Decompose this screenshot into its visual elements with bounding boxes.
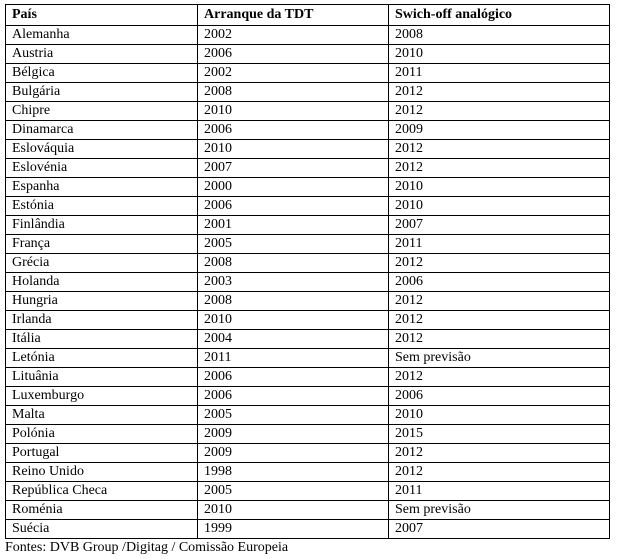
table-row — [6, 197, 610, 216]
table-row — [6, 330, 610, 349]
cell-switch-off: 2011 — [389, 482, 610, 501]
table-row — [6, 64, 610, 83]
cell-country: Grécia — [6, 254, 198, 273]
cell-tdt-start: 2010 — [198, 311, 389, 330]
table-row — [6, 216, 610, 235]
table-row — [6, 121, 610, 140]
cell-switch-off: 2012 — [389, 83, 610, 102]
table-row — [6, 349, 610, 368]
header-tdt-start: Arranque da TDT — [198, 5, 389, 26]
cell-tdt-start: 2005 — [198, 235, 389, 254]
table-row — [6, 482, 610, 501]
table-row — [6, 501, 610, 520]
cell-country: Austria — [6, 45, 198, 64]
cell-country: Reino Unido — [6, 463, 198, 482]
header-switch-off: Swich-off analógico — [389, 5, 610, 26]
cell-country: República Checa — [6, 482, 198, 501]
cell-switch-off: 2010 — [389, 45, 610, 64]
table-row — [6, 178, 610, 197]
cell-switch-off: 2010 — [389, 406, 610, 425]
cell-tdt-start: 2007 — [198, 159, 389, 178]
table-row — [6, 254, 610, 273]
cell-country: Letónia — [6, 349, 198, 368]
cell-tdt-start: 1999 — [198, 520, 389, 539]
cell-country: Chipre — [6, 102, 198, 121]
cell-switch-off: Sem previsão — [389, 501, 610, 520]
cell-tdt-start: 2005 — [198, 406, 389, 425]
table-row — [6, 273, 610, 292]
table-row — [6, 406, 610, 425]
cell-switch-off: 2007 — [389, 520, 610, 539]
cell-country: Espanha — [6, 178, 198, 197]
cell-switch-off: 2006 — [389, 387, 610, 406]
cell-tdt-start: 2006 — [198, 387, 389, 406]
cell-country: Finlândia — [6, 216, 198, 235]
cell-country: Luxemburgo — [6, 387, 198, 406]
cell-tdt-start: 2010 — [198, 102, 389, 121]
cell-country: Hungria — [6, 292, 198, 311]
table-row — [6, 368, 610, 387]
header-country: País — [6, 5, 198, 26]
cell-country: Itália — [6, 330, 198, 349]
cell-tdt-start: 2008 — [198, 254, 389, 273]
cell-tdt-start: 2011 — [198, 349, 389, 368]
table-row — [6, 45, 610, 64]
table-row — [6, 311, 610, 330]
cell-country: França — [6, 235, 198, 254]
table-row — [6, 102, 610, 121]
cell-tdt-start: 2008 — [198, 292, 389, 311]
cell-country: Suécia — [6, 520, 198, 539]
cell-tdt-start: 2009 — [198, 444, 389, 463]
cell-switch-off: 2012 — [389, 102, 610, 121]
cell-country: Estónia — [6, 197, 198, 216]
cell-switch-off: 2012 — [389, 463, 610, 482]
cell-switch-off: 2008 — [389, 26, 610, 45]
cell-country: Roménia — [6, 501, 198, 520]
table-row — [6, 235, 610, 254]
table-row — [6, 140, 610, 159]
table-row — [6, 520, 610, 539]
cell-switch-off: 2015 — [389, 425, 610, 444]
cell-tdt-start: 2009 — [198, 425, 389, 444]
cell-tdt-start: 2006 — [198, 368, 389, 387]
cell-switch-off: 2012 — [389, 330, 610, 349]
table-row — [6, 425, 610, 444]
cell-switch-off: 2010 — [389, 178, 610, 197]
cell-switch-off: 2010 — [389, 197, 610, 216]
cell-switch-off: 2011 — [389, 64, 610, 83]
cell-country: Malta — [6, 406, 198, 425]
cell-tdt-start: 2002 — [198, 26, 389, 45]
cell-switch-off: Sem previsão — [389, 349, 610, 368]
cell-tdt-start: 2003 — [198, 273, 389, 292]
table-row — [6, 292, 610, 311]
cell-switch-off: 2009 — [389, 121, 610, 140]
cell-tdt-start: 2006 — [198, 197, 389, 216]
cell-tdt-start: 2005 — [198, 482, 389, 501]
sources-note: Fontes: DVB Group /Digitag / Comissão Europeia — [5, 540, 289, 555]
cell-tdt-start: 2008 — [198, 83, 389, 102]
cell-country: Irlanda — [6, 311, 198, 330]
cell-switch-off: 2012 — [389, 292, 610, 311]
table-row — [6, 26, 610, 45]
table-row — [6, 463, 610, 482]
cell-tdt-start: 2002 — [198, 64, 389, 83]
table-body — [6, 26, 610, 539]
cell-switch-off: 2007 — [389, 216, 610, 235]
cell-country: Bulgária — [6, 83, 198, 102]
cell-country: Alemanha — [6, 26, 198, 45]
cell-country: Eslováquia — [6, 140, 198, 159]
table-row — [6, 387, 610, 406]
cell-tdt-start: 2006 — [198, 45, 389, 64]
cell-switch-off: 2012 — [389, 254, 610, 273]
cell-switch-off: 2011 — [389, 235, 610, 254]
cell-switch-off: 2012 — [389, 311, 610, 330]
table-row — [6, 83, 610, 102]
cell-switch-off: 2012 — [389, 140, 610, 159]
cell-country: Dinamarca — [6, 121, 198, 140]
cell-country: Portugal — [6, 444, 198, 463]
cell-country: Bélgica — [6, 64, 198, 83]
cell-tdt-start: 2000 — [198, 178, 389, 197]
cell-switch-off: 2012 — [389, 444, 610, 463]
table-row — [6, 444, 610, 463]
cell-tdt-start: 2010 — [198, 140, 389, 159]
header-row — [6, 5, 610, 26]
cell-switch-off: 2012 — [389, 159, 610, 178]
cell-country: Polónia — [6, 425, 198, 444]
cell-tdt-start: 2006 — [198, 121, 389, 140]
cell-tdt-start: 1998 — [198, 463, 389, 482]
table-row — [6, 159, 610, 178]
tdt-table — [5, 4, 610, 539]
cell-switch-off: 2012 — [389, 368, 610, 387]
cell-country: Lituânia — [6, 368, 198, 387]
cell-tdt-start: 2010 — [198, 501, 389, 520]
cell-country: Holanda — [6, 273, 198, 292]
cell-country: Eslovénia — [6, 159, 198, 178]
cell-tdt-start: 2004 — [198, 330, 389, 349]
cell-switch-off: 2006 — [389, 273, 610, 292]
cell-tdt-start: 2001 — [198, 216, 389, 235]
